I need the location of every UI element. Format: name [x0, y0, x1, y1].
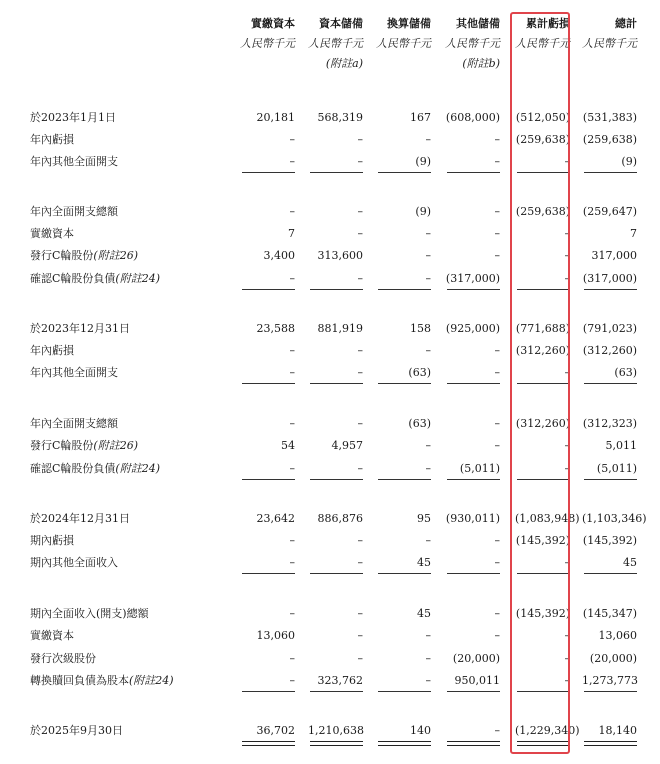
table-cell: (531,383) — [582, 111, 637, 124]
table-cell: – — [564, 556, 570, 569]
row-label-text: 年內全面開支總額 — [30, 417, 118, 430]
row-label-text: 於2023年1月1日 — [30, 111, 116, 124]
table-cell: – — [357, 272, 363, 285]
table-cell: – — [494, 439, 500, 452]
table-cell: – — [564, 272, 570, 285]
table-cell: – — [564, 674, 570, 687]
column-header-title: 總計 — [615, 17, 637, 30]
column-header-title: 實繳資本 — [251, 17, 295, 30]
row-label — [30, 531, 74, 551]
subtotal-rule — [242, 479, 295, 480]
column-header-title: 換算儲備 — [387, 17, 431, 30]
table-cell: 95 — [417, 512, 431, 525]
column-header-title: 其他儲備 — [456, 17, 500, 30]
table-cell: – — [357, 133, 363, 146]
column-header — [445, 16, 500, 76]
table-cell: (512,050) — [515, 111, 570, 124]
double-total-rule — [378, 741, 431, 746]
row-label — [30, 130, 74, 150]
row-label — [30, 319, 130, 339]
table-cell: 5,011 — [605, 439, 637, 452]
table-cell: – — [357, 629, 363, 642]
row-label-text: 實繳資本 — [30, 227, 74, 240]
table-cell: (9) — [621, 155, 637, 168]
column-header-unit: 人民幣千元 — [515, 37, 570, 50]
row-label — [30, 341, 74, 361]
table-cell: 20,181 — [256, 111, 295, 124]
table-cell: – — [289, 462, 295, 475]
row-label — [30, 509, 130, 529]
subtotal-rule — [378, 383, 431, 384]
table-cell: (63) — [408, 366, 431, 379]
table-cell: – — [289, 417, 295, 430]
table-cell: 13,060 — [598, 629, 637, 642]
row-label-text: 年內其他全面開支 — [30, 366, 118, 379]
row-label-text: 確認C輪股份負債 — [30, 462, 116, 475]
table-cell: – — [494, 417, 500, 430]
table-cell: – — [425, 652, 431, 665]
row-label-text: 年內全面開支總額 — [30, 205, 118, 218]
table-cell: – — [564, 652, 570, 665]
table-cell: 4,957 — [331, 439, 363, 452]
double-total-rule — [584, 741, 637, 746]
table-cell: – — [425, 227, 431, 240]
subtotal-rule — [584, 479, 637, 480]
subtotal-rule — [310, 573, 363, 574]
table-cell: – — [425, 534, 431, 547]
column-header-unit: 人民幣千元 — [240, 37, 295, 50]
table-cell: (145,392) — [582, 534, 637, 547]
table-cell: – — [494, 556, 500, 569]
table-cell: 36,702 — [256, 724, 295, 737]
row-label-text: 發行C輪股份 — [30, 249, 94, 262]
table-cell: (608,000) — [445, 111, 500, 124]
table-cell: – — [289, 344, 295, 357]
table-cell: 7 — [630, 227, 637, 240]
column-header-unit: 人民幣千元 — [582, 37, 637, 50]
subtotal-rule — [584, 172, 637, 173]
row-label — [30, 269, 160, 289]
table-cell: (5,011) — [596, 462, 637, 475]
row-label-text: 期內虧損 — [30, 534, 74, 547]
row-label — [30, 553, 118, 573]
table-cell: – — [494, 133, 500, 146]
double-total-rule — [310, 741, 363, 746]
table-cell: – — [289, 205, 295, 218]
table-cell: – — [494, 249, 500, 262]
subtotal-rule — [584, 383, 637, 384]
table-cell: 140 — [410, 724, 431, 737]
table-cell: (145,347) — [582, 607, 637, 620]
table-cell: 881,919 — [317, 322, 363, 335]
row-label — [30, 604, 149, 624]
column-header-note — [582, 56, 637, 76]
table-cell: (771,688) — [515, 322, 570, 335]
table-cell: 45 — [623, 556, 637, 569]
subtotal-rule — [242, 289, 295, 290]
column-header-note: (附註a) — [325, 57, 363, 70]
table-cell: – — [564, 366, 570, 379]
row-label-note: (附註24) — [115, 272, 161, 285]
table-cell: (9) — [415, 205, 431, 218]
subtotal-rule — [447, 573, 500, 574]
table-cell: – — [357, 155, 363, 168]
table-cell: – — [357, 534, 363, 547]
double-total-rule — [242, 741, 295, 746]
table-cell: (312,323) — [582, 417, 637, 430]
subtotal-rule — [584, 289, 637, 290]
table-cell: – — [494, 366, 500, 379]
column-header-unit: 人民幣千元 — [376, 37, 431, 50]
subtotal-rule — [310, 172, 363, 173]
table-cell: – — [494, 344, 500, 357]
table-cell: (259,638) — [582, 133, 637, 146]
subtotal-rule — [447, 383, 500, 384]
table-cell: 1,210,638 — [308, 724, 364, 737]
table-cell: – — [289, 607, 295, 620]
table-cell: (145,392) — [515, 607, 570, 620]
table-cell: (312,260) — [582, 344, 637, 357]
table-cell: – — [425, 133, 431, 146]
table-cell: (312,260) — [515, 344, 570, 357]
table-cell: (791,023) — [582, 322, 637, 335]
subtotal-rule — [378, 479, 431, 480]
column-header-unit: 人民幣千元 — [445, 37, 500, 50]
subtotal-rule — [310, 383, 363, 384]
row-label — [30, 246, 138, 266]
table-cell: (259,638) — [515, 205, 570, 218]
table-cell: – — [564, 629, 570, 642]
subtotal-rule — [242, 172, 295, 173]
row-label-text: 發行次級股份 — [30, 652, 96, 665]
subtotal-rule — [378, 172, 431, 173]
row-label-text: 年內虧損 — [30, 344, 74, 357]
row-label-text: 發行C輪股份 — [30, 439, 94, 452]
row-label-text: 年內虧損 — [30, 133, 74, 146]
table-cell: – — [289, 366, 295, 379]
table-cell: 45 — [417, 556, 431, 569]
row-label-text: 年內其他全面開支 — [30, 155, 118, 168]
row-label-text: 轉換贖回負債為股本 — [30, 674, 129, 687]
table-cell: 54 — [281, 439, 295, 452]
table-cell: 45 — [417, 607, 431, 620]
subtotal-rule — [310, 289, 363, 290]
table-cell: – — [425, 249, 431, 262]
table-cell: 158 — [410, 322, 431, 335]
column-header — [376, 16, 431, 76]
row-label-text: 於2024年12月31日 — [30, 512, 130, 525]
column-header-title: 累計虧損 — [526, 17, 570, 30]
table-cell: (1,229,340) — [515, 724, 580, 737]
table-cell: – — [357, 344, 363, 357]
subtotal-rule — [378, 289, 431, 290]
table-cell: 313,600 — [317, 249, 363, 262]
row-label — [30, 224, 74, 244]
subtotal-rule — [447, 691, 500, 692]
subtotal-rule — [447, 289, 500, 290]
row-label-text: 於2025年9月30日 — [30, 724, 123, 737]
table-cell: – — [289, 272, 295, 285]
row-label — [30, 649, 96, 669]
subtotal-rule — [584, 573, 637, 574]
table-cell: – — [357, 417, 363, 430]
table-cell: – — [357, 227, 363, 240]
column-header-note: (附註b) — [462, 57, 500, 70]
table-cell: (63) — [614, 366, 637, 379]
table-cell: – — [564, 155, 570, 168]
row-label-note: (附註26) — [93, 249, 139, 262]
row-label — [30, 363, 118, 383]
table-cell: 18,140 — [598, 724, 637, 737]
table-cell: – — [425, 629, 431, 642]
table-cell: – — [425, 674, 431, 687]
table-cell: – — [494, 205, 500, 218]
table-cell: 317,000 — [591, 249, 637, 262]
table-cell: – — [564, 462, 570, 475]
table-cell: – — [357, 556, 363, 569]
column-header — [240, 16, 295, 76]
table-cell: (259,647) — [582, 205, 637, 218]
row-label-text: 實繳資本 — [30, 629, 74, 642]
table-cell: – — [494, 724, 500, 737]
table-cell: – — [494, 227, 500, 240]
table-cell: 23,642 — [256, 512, 295, 525]
table-cell: 13,060 — [256, 629, 295, 642]
table-cell: 3,400 — [263, 249, 295, 262]
subtotal-rule — [310, 691, 363, 692]
table-cell: 568,319 — [317, 111, 363, 124]
table-cell: (145,392) — [515, 534, 570, 547]
subtotal-rule — [242, 573, 295, 574]
table-cell: – — [494, 629, 500, 642]
table-cell: (63) — [408, 417, 431, 430]
table-cell: – — [289, 556, 295, 569]
table-cell: (20,000) — [589, 652, 637, 665]
row-label-text: 期內其他全面收入 — [30, 556, 118, 569]
table-cell: – — [357, 205, 363, 218]
table-cell: (317,000) — [445, 272, 500, 285]
table-cell: 7 — [288, 227, 295, 240]
row-label — [30, 626, 74, 646]
row-label-note: (附註24) — [129, 674, 174, 687]
table-cell: (1,103,346) — [582, 512, 647, 525]
row-label — [30, 414, 118, 434]
table-cell: – — [494, 534, 500, 547]
table-cell: – — [564, 439, 570, 452]
table-cell: – — [289, 674, 295, 687]
table-cell: – — [289, 155, 295, 168]
column-header-title: 資本儲備 — [319, 17, 363, 30]
row-label — [30, 108, 116, 128]
subtotal-rule — [242, 691, 295, 692]
subtotal-rule — [447, 479, 500, 480]
table-cell: (1,083,948) — [515, 512, 580, 525]
table-cell: (20,000) — [452, 652, 500, 665]
row-label-text: 期內全面收入(開支)總額 — [30, 607, 149, 620]
table-cell: – — [357, 366, 363, 379]
table-cell: – — [494, 155, 500, 168]
table-cell: – — [289, 652, 295, 665]
table-cell: – — [289, 133, 295, 146]
row-label-text: 於2023年12月31日 — [30, 322, 130, 335]
subtotal-rule — [378, 573, 431, 574]
table-cell: (312,260) — [515, 417, 570, 430]
row-label-note: (附註24) — [115, 462, 161, 475]
subtotal-rule — [378, 691, 431, 692]
column-header — [582, 16, 637, 76]
table-cell: 23,588 — [256, 322, 295, 335]
column-header-note — [240, 56, 295, 76]
column-header — [308, 16, 363, 76]
table-cell: (9) — [415, 155, 431, 168]
table-cell: (317,000) — [582, 272, 637, 285]
row-label — [30, 671, 174, 691]
table-cell: – — [425, 344, 431, 357]
row-label-text: 確認C輪股份負債 — [30, 272, 116, 285]
subtotal-rule — [310, 479, 363, 480]
table-cell: – — [357, 652, 363, 665]
table-cell: – — [425, 272, 431, 285]
table-cell: – — [564, 227, 570, 240]
table-cell: (259,638) — [515, 133, 570, 146]
table-cell: 167 — [410, 111, 431, 124]
row-label — [30, 152, 118, 172]
row-label-note: (附註26) — [93, 439, 139, 452]
table-cell: (5,011) — [459, 462, 500, 475]
subtotal-rule — [584, 691, 637, 692]
table-cell: (930,011) — [445, 512, 500, 525]
table-cell: – — [289, 534, 295, 547]
column-header-unit: 人民幣千元 — [308, 37, 363, 50]
table-cell: – — [425, 439, 431, 452]
table-cell: 950,011 — [454, 674, 500, 687]
table-cell: 323,762 — [317, 674, 363, 687]
subtotal-rule — [447, 172, 500, 173]
table-cell: 886,876 — [317, 512, 363, 525]
table-cell: – — [357, 462, 363, 475]
column-header-note — [376, 56, 431, 76]
table-cell: 1,273,773 — [582, 674, 638, 687]
double-total-rule — [447, 741, 500, 746]
subtotal-rule — [242, 383, 295, 384]
table-cell: (925,000) — [445, 322, 500, 335]
row-label — [30, 202, 118, 222]
accumulated-losses-highlight-box — [510, 12, 580, 754]
table-cell: – — [494, 607, 500, 620]
table-cell: – — [425, 462, 431, 475]
table-cell: – — [564, 249, 570, 262]
row-label — [30, 459, 160, 479]
table-cell: – — [357, 607, 363, 620]
row-label — [30, 436, 138, 456]
row-label — [30, 721, 123, 741]
